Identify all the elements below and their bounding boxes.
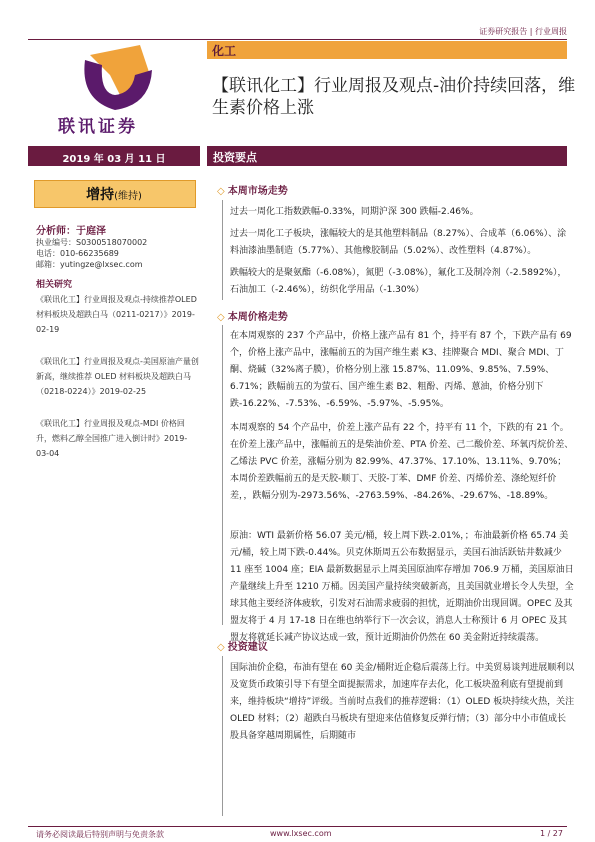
related-item[interactable]: 《联讯化工】行业周报及观点-美国原油产量创新高，继续推荐 OLED 材料板块及超跌白马（0218-0224）》2019-02-25 (36, 357, 199, 396)
diamond-icon: ◇ (217, 642, 225, 653)
report-date: 2019 年 03 月 11 日 (62, 154, 166, 165)
section-advice: ◇ 投资建议 (217, 642, 268, 653)
footer-divider (28, 826, 567, 827)
report-title: 【联讯化工】行业周报及观点-油价持续回落，维生素价格上涨 (212, 76, 576, 118)
diamond-icon: ◇ (217, 186, 225, 197)
sector-label: 化工 (212, 44, 237, 58)
analyst-email: 邮箱：yutingze@lxsec.com (36, 260, 143, 269)
para-advice: 国际油价企稳，布油有望在 60 美金/桶附近企稳后震荡上行。中美贸易谈判进展顺利以及宽货币政策引导下有望全面提振需求，加速库存去化，化工板块盈利底有望提前到来，维持板块“增持”评级。当前时点我们的推荐逻辑：（1）OLED 板块持续火热，关注 OLED 材料；（2）超跌白马板块有望迎来估值修复反弹行情；（3）部分中小市值成长股具备穿越周期属性，后期随市 (230, 663, 575, 741)
analyst-name: 分析师：于庭泽 (36, 226, 106, 237)
rating-sub: (维持) (114, 191, 142, 202)
related-item[interactable]: 《联讯化工】行业周报及观点-持续推荐OLED 材料板块及超跌白马（0211-0217）》2019-02-19 (36, 295, 197, 334)
diamond-icon: ◇ (217, 312, 225, 323)
section-market: ◇ 本周市场走势 (217, 186, 288, 197)
para-losers: 跌幅较大的是聚氨酯（-6.08%），氮肥（-3.08%），氟化工及制冷剂（-2.5892%），石油加工（-2.46%），纺织化学用品（-1.30%） (230, 268, 567, 295)
footer-disclaimer[interactable]: 请务必阅读最后特别声明与免责条款 (36, 830, 164, 839)
para-product-prices: 在本周观察的 237 个产品中，价格上涨产品有 81 个，持平有 87 个，下跌产品有 69 个，价格上涨产品中，涨幅前五的为国产维生素 K3、挂牌聚合 MDI、聚合 MDI、丁酮、烧碱（32%离子膜），价格分别上涨 15.87%、11.09%、9.85%、7.59%、6.71%；跌幅前五的为萤石、国产维生素 B2、粗酚、丙烯、蒽油，价格分别下跌-16.22%、-7.53%、-6.59%、-5.97%、-5.95%。 (230, 331, 572, 409)
para-index: 过去一周化工指数跌幅-0.33%，同期沪深 300 跌幅-2.46%。 (230, 207, 479, 217)
header-divider (28, 39, 567, 40)
related-research-title: 相关研究 (36, 280, 73, 290)
rating-main: 增持 (86, 187, 115, 203)
section-prices: ◇ 本周价格走势 (217, 312, 288, 323)
rating (34, 184, 194, 204)
page-number: 1 / 27 (539, 829, 563, 838)
key-points-bar (207, 146, 567, 166)
sector-bar (207, 41, 567, 59)
para-oil: 原油：WTI 最新价格 56.07 美元/桶，较上周下跌-2.01%，；布油最新价格 65.74 美元/桶，较上周下跌-0.44%。贝克休斯周五公布数据显示，美国石油活跃钻井数减少 11 座至 1004 座；EIA 最新数据显示上周美国原油库存增加 706.9 万桶，美国原油日产量继续上升至 1210 万桶。因美国产量持续突破新高，且美国就业增长令人失望，全球其他主要经济体疲软，引发对石油需求疲弱的担忧，近期油价出现回调。OPEC 及其盟友将于 4 月 17-18 日在维也纳举行下一次会议，消息人士称预计 6 月 OPEC 及其盟友将就延长减产协议达成一致，预计近期油价仍然在 60 美金附近持续震荡。 (230, 531, 574, 643)
section-rule (222, 656, 223, 816)
related-item[interactable]: 《联讯化工】行业周报及观点-MDI 价格回升，燃料乙醇全国推广进入倒计时》2019-03-04 (36, 419, 188, 458)
section-rule (222, 325, 223, 625)
footer-website[interactable]: www.lxsec.com (270, 829, 332, 838)
key-points-heading: 投资要点 (213, 151, 257, 164)
analyst-cert: 执业编号：S0300518070002 (36, 238, 148, 247)
logo-text: 联讯证券 (58, 117, 138, 137)
para-spreads: 本周观察的 54 个产品中，价差上涨产品有 22 个，持平有 11 个，下跌的有 21 个。在价差上涨产品中，涨幅前五的是柴油价差、PTA 价差、己二酸价差、环氧丙烷价差、乙烯法 PVC 价差，涨幅分别为 82.99%、47.37%、17.10%、13.11%、9.70%；本周价差跌幅前五的是天胶-顺丁、天胶-丁苯、DMF 价差、丙烯价差、涤纶短纤价差，，跌幅分别为-2973.56%、-2763.59%、-84.26%、-29.67%、-18.89%。 (230, 423, 574, 501)
report-type-tag: 证券研究报告 | 行业周报 (479, 27, 567, 36)
section-rule (222, 200, 223, 300)
analyst-phone: 电话：010-66235689 (36, 249, 119, 258)
para-gainers: 过去一周化工子板块，涨幅较大的是其他塑料制品（8.27%）、合成革（6.06%）、涂料油漆油墨制造（5.77%）、其他橡胶制品（5.02%）、改性塑料（4.87%）。 (230, 229, 567, 256)
